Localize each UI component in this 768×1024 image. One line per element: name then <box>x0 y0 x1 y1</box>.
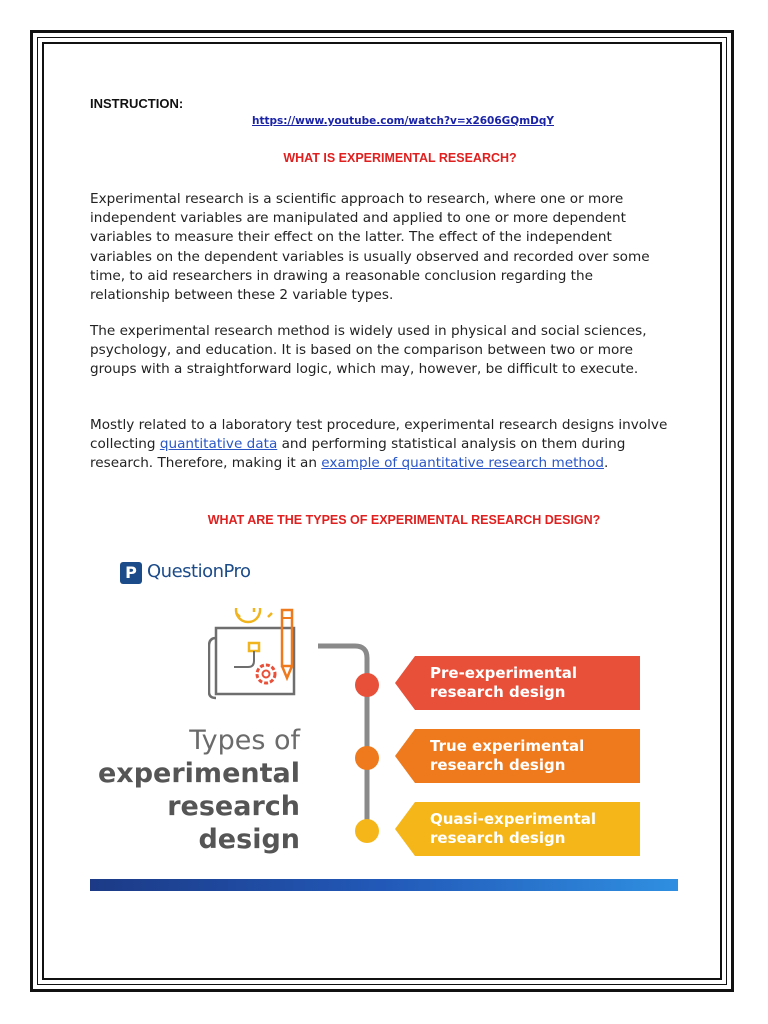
banner-quasi-line-1: Quasi-experimental <box>430 810 597 828</box>
paragraph-usage: The experimental research method is widely used in physical and social sciences, psychology, and education. It is based on the comparison between two or more groups with a straightforward logic, which may, however, be difficult to execute. <box>90 323 647 378</box>
banner-quasi-experimental-label <box>430 810 596 848</box>
paragraph-definition: Experimental research is a scientific approach to research, where one or more independent variables are manipulated and applied to one or more dependent variables to measure their effect on the latter. The effect of the independent variables on the dependent variables is usually observed and recorded over some time, to aid researchers in drawing a reasonable conclusion regarding the relationship between these 2 variable types. <box>90 191 650 304</box>
quantitative-research-example-link[interactable]: example of quantitative research method <box>321 455 604 472</box>
paragraph-3-text-b: and performing statistical analysis on them during research. Therefore, making it an <box>90 436 626 472</box>
infographic-title-line-1: Types of <box>189 725 300 756</box>
timeline-dot-pre <box>355 673 379 697</box>
timeline-dot-quasi <box>355 819 379 843</box>
infographic-title-line-2: experimental <box>98 758 300 789</box>
banner-quasi-line-2: research design <box>430 829 566 847</box>
timeline-dot-true <box>355 746 379 770</box>
video-link[interactable]: https://www.youtube.com/watch?v=x2606GQmDqY <box>252 115 554 127</box>
blueprint-lightbulb-pencil-gear-icon <box>208 608 308 703</box>
paragraph-3-text-c: . <box>603 455 609 472</box>
heading-what-is-experimental-research: WHAT IS EXPERIMENTAL RESEARCH? <box>283 151 517 165</box>
instruction-label: INSTRUCTION: <box>90 96 184 111</box>
infographic-title-line-4: design <box>198 824 300 855</box>
types-infographic <box>90 548 680 893</box>
paragraph-quantitative <box>90 416 675 474</box>
heading-types-of-design: WHAT ARE THE TYPES OF EXPERIMENTAL RESEARCH DESIGN? <box>207 513 601 527</box>
banner-true-line-1: True experimental <box>430 737 585 755</box>
paragraph-3-text-a: Mostly related to a laboratory test procedure, experimental research designs involve collecting <box>90 417 668 453</box>
banner-pre-experimental-label <box>430 664 577 702</box>
banner-pre-line-2: research design <box>430 683 566 701</box>
banner-true-line-2: research design <box>430 756 566 774</box>
banner-pre-line-1: Pre-experimental <box>430 664 578 682</box>
infographic-bottom-bar <box>90 879 678 891</box>
timeline-connector <box>310 638 390 848</box>
banner-true-experimental-label <box>430 737 584 775</box>
infographic-title-line-3: research <box>167 791 300 822</box>
questionpro-logo-text: QuestionPro <box>147 561 251 582</box>
questionpro-logo-mark: P <box>120 562 142 584</box>
quantitative-data-link[interactable]: quantitative data <box>159 436 278 453</box>
